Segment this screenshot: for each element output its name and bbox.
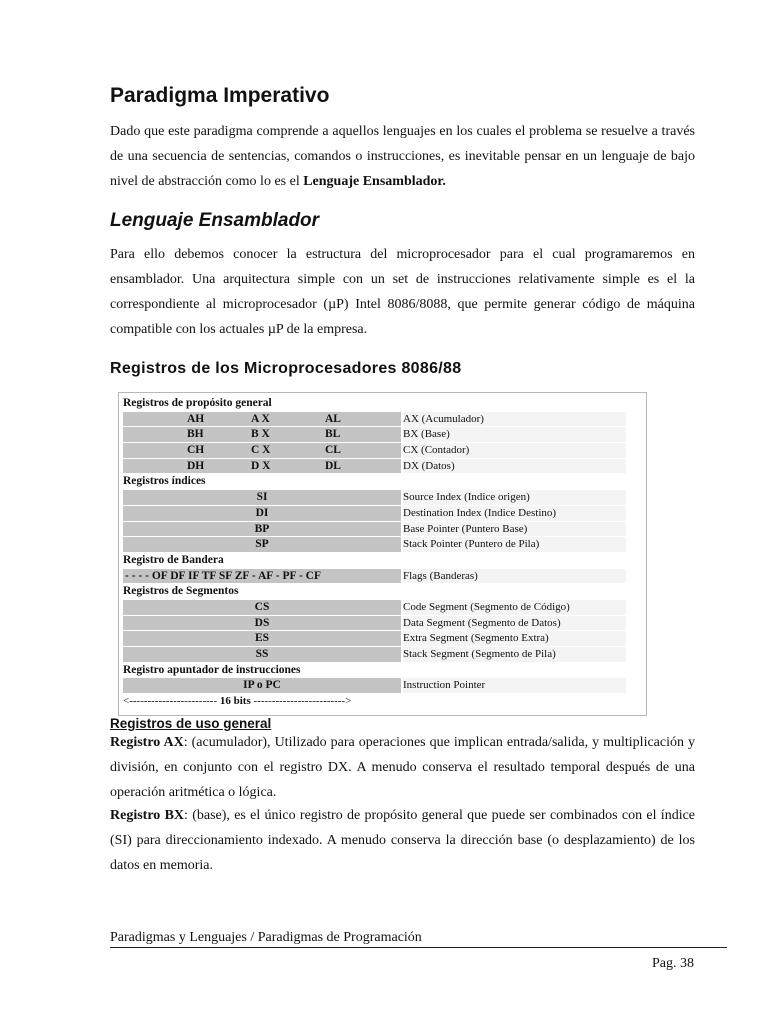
reg-desc-es: Extra Segment (Segmento Extra) [403,631,626,646]
reg-bl: BL [325,428,341,441]
reg-cx: C X [251,444,271,457]
segment-row-ds [123,616,626,632]
bits-row [123,694,626,710]
reg-si: SI [256,491,268,504]
reg-bx: B X [251,428,270,441]
reg-ax: A X [251,412,270,425]
flag-desc: Flags (Banderas) [403,569,626,584]
bx-label: Registro BX [110,808,185,823]
usage-title: Registros de uso general [110,716,272,731]
ax-text: : (acumulador), Utilizado para operaciones que implican entrada/salida, y multiplicación y división, en conjunto con el registro DX. A menudo conserva el resultado temporal después de una operación aritmética o lógica. [110,735,695,800]
reg-es: ES [254,632,270,645]
reg-desc-bp: Base Pointer (Puntero Base) [403,522,626,537]
ip-row [123,678,626,694]
reg-ds: DS [254,616,270,629]
registers-title: Registros de los Microprocesadores 8086/88 [110,360,462,377]
bits-label: 16 bits [219,695,251,708]
bits-arrow-right: -------------------------> [250,695,352,708]
reg-desc-cs: Code Segment (Segmento de Código) [403,600,626,615]
reg-dh: DH [187,459,205,472]
general-row-dx [123,459,626,475]
general-header: Registros de propósito general [123,397,272,409]
ax-paragraph [110,730,695,805]
reg-cs: CS [254,600,270,613]
page-number: Pag. 38 [652,956,694,971]
intro-bold: Lenguaje Ensamblador. [303,174,446,189]
reg-desc-ip: Instruction Pointer [403,678,626,693]
flag-bits: - - - - OF DF IF TF SF ZF - AF - PF - CF [123,569,401,584]
reg-desc-ax: AX (Acumulador) [403,412,626,427]
bits-arrow-left: <------------------------ [123,695,220,708]
intro-text: Dado que este paradigma comprende a aquellos lenguajes en los cuales el problema se resuelve a través de una secuencia de sentencias, comandos o instrucciones, es inevitable pensar en un lenguaje de bajo nivel de abstracción como lo es el [110,124,695,189]
segment-row-cs [123,600,626,616]
reg-bh: BH [187,428,204,441]
reg-dx: D X [251,459,271,472]
segment-row-ss [123,647,626,663]
bx-text: : (base), es el único registro de propósito general que puede ser combinados con el índice (SI) para direccionamiento indexado. A menudo conserva la dirección base (o desplazamiento) de los datos en memoria. [110,808,696,873]
reg-desc-ss: Stack Segment (Segmento de Pila) [403,647,626,662]
reg-desc-cx: CX (Contador) [403,443,626,458]
segment-row-es [123,631,626,647]
reg-sp: SP [255,538,269,551]
page-title: Paradigma Imperativo [110,84,330,107]
reg-desc-di: Destination Index (Indice Destino) [403,506,626,521]
index-row-si [123,490,626,506]
ip-header: Registro apuntador de instrucciones [123,663,301,676]
index-row-di [123,506,626,522]
footer-text: Paradigmas y Lenguajes / Paradigmas de Programación [110,930,422,945]
reg-dl: DL [325,459,341,472]
bits-indicator [123,694,401,709]
index-row-bp [123,522,626,538]
reg-desc-dx: DX (Datos) [403,459,626,474]
section-title: Lenguaje Ensamblador [110,210,320,231]
ax-label: Registro AX [110,735,184,750]
reg-ip: IP o PC [243,679,281,692]
flag-row [123,569,626,585]
index-row-sp [123,537,626,553]
reg-ah: AH [187,412,205,425]
intro-paragraph [110,119,695,194]
general-row-ax [123,412,626,428]
reg-ch: CH [187,444,205,457]
general-row-cx [123,443,626,459]
reg-desc-bx: BX (Base) [403,427,626,442]
registers-figure [118,392,647,716]
registers-table [123,396,626,710]
reg-desc-sp: Stack Pointer (Puntero de Pila) [403,537,626,552]
reg-di: DI [255,506,269,519]
segment-header: Registros de Segmentos [123,585,239,598]
flag-header: Registro de Bandera [123,553,224,566]
reg-al: AL [325,412,341,425]
bx-paragraph [110,803,695,878]
reg-ss: SS [255,648,269,660]
reg-cl: CL [325,444,341,457]
reg-bp: BP [254,522,270,535]
general-row-bx [123,427,626,443]
reg-desc-ds: Data Segment (Segmento de Datos) [403,616,626,631]
section-paragraph: Para ello debemos conocer la estructura del microprocesador para el cual programaremos en ensamblador. Una arquitectura simple con un set de instrucciones relativamente simple es el la correspondiente al microprocesador (µP) Intel 8086/8088, que permite generar código de máquina compatible con los actuales µP de la empresa. [110,247,695,337]
index-header: Registros índices [123,475,206,488]
reg-desc-si: Source Index (Indice origen) [403,490,626,505]
footer-divider [110,947,727,948]
